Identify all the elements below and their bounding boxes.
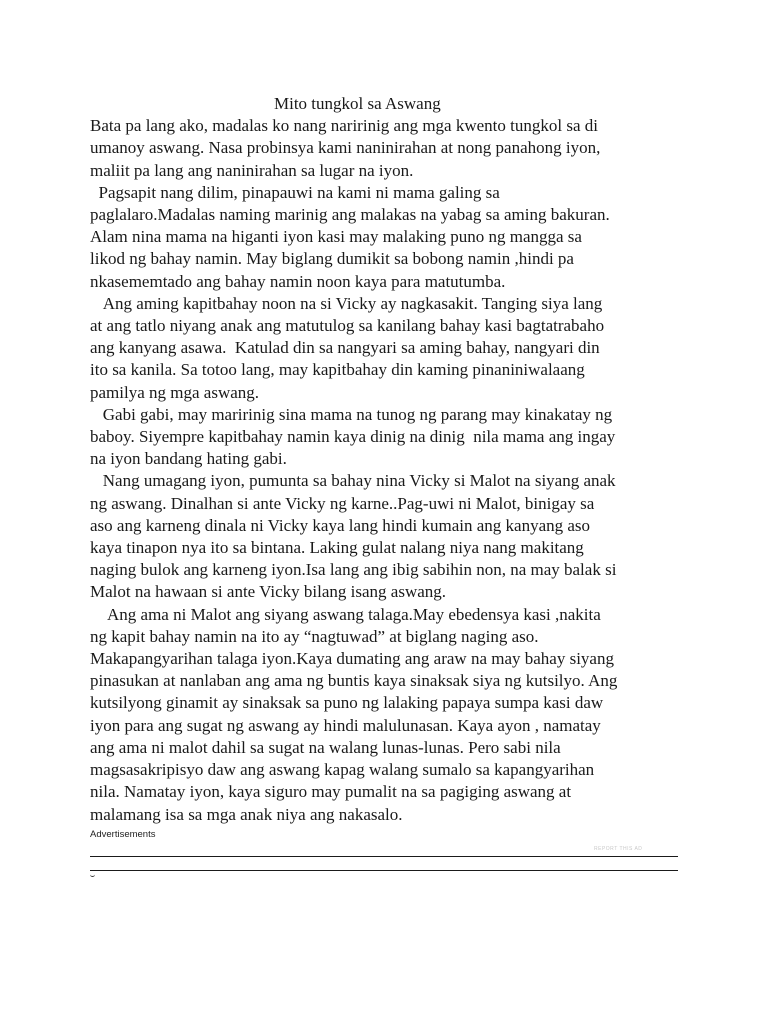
text-line: paglalaro.Madalas naming marinig ang malakas na yabag sa aming bakuran. xyxy=(90,205,610,225)
text-line: ng kapit bahay namin na ito ay “nagtuwad” at biglang naging aso. xyxy=(90,626,539,646)
text-line: baboy. Siyempre kapitbahay namin kaya dinig na dinig nila mama ang ingay xyxy=(90,427,616,447)
text-line: na iyon bandang hating gabi. xyxy=(90,449,287,469)
text-line: aso ang karneng dinala ni Vicky kaya lang hindi kumain ang kanyang aso xyxy=(90,515,591,535)
text-line: ang kanyang asawa. Katulad din sa nangyari sa aming bahay, nangyari din xyxy=(90,338,600,358)
advertisements-label: Advertisements xyxy=(90,829,156,840)
text-line: nkasememtado ang bahay namin noon kaya para matutumba. xyxy=(90,271,506,291)
text-line: naging bulok ang karneng iyon.Isa lang ang ibig sabihin non, na may balak si xyxy=(90,560,617,580)
text-line: likod ng bahay namin. May biglang dumikit sa bobong namin ,hindi pa xyxy=(90,249,574,269)
text-line: umanoy aswang. Nasa probinsya kami naninirahan at nong panahong iyon, xyxy=(90,138,601,158)
text-line: malamang isa sa mga anak niya ang nakasalo. xyxy=(90,804,403,824)
text-line: kutsilyong ginamit ay sinaksak sa puno ng lalaking papaya sumpa kasi daw xyxy=(90,693,604,713)
ad-top-divider xyxy=(90,856,678,857)
text-line: Alam nina mama na higanti iyon kasi may malaking puno ng mangga sa xyxy=(90,227,582,247)
text-line: Malot na hawaan si ante Vicky bilang isang aswang. xyxy=(90,582,447,602)
text-line: ito sa kanila. Sa totoo lang, may kapitbahay din kaming pinaniniwalaang xyxy=(90,360,585,380)
story-text xyxy=(90,115,680,826)
text-line: kaya tinapon nya ito sa bintana. Laking gulat nalang niya nang makitang xyxy=(90,538,584,558)
text-line: pamilya ng mga aswang. xyxy=(90,382,260,402)
text-line: ng aswang. Dinalhan si ante Vicky ng karne..Pag-uwi ni Malot, binigay sa xyxy=(90,493,595,513)
text-line: Ang ama ni Malot ang siyang aswang talaga.May ebedensya kasi ,nakita xyxy=(90,604,601,624)
story-body xyxy=(90,93,680,826)
text-line: at ang tatlo niyang anak ang matutulog sa kanilang bahay kasi bagtatrabaho xyxy=(90,316,605,336)
text-line: maliit pa lang ang naninirahan sa lugar na iyon. xyxy=(90,160,414,180)
text-line: nila. Namatay iyon, kaya siguro may pumalit na sa pagiging aswang at xyxy=(90,782,572,802)
text-line: Gabi gabi, may maririnig sina mama na tunog ng parang may kinakatay ng xyxy=(90,404,613,424)
report-ad-link[interactable]: REPORT THIS AD xyxy=(594,846,643,852)
text-line: Nang umagang iyon, pumunta sa bahay nina Vicky si Malot na siyang anak xyxy=(90,471,616,491)
story-title: Mito tungkol sa Aswang xyxy=(274,94,441,113)
text-line: Ang aming kapitbahay noon na si Vicky ay nagkasakit. Tanging siya lang xyxy=(90,293,603,313)
text-line: Makapangyarihan talaga iyon.Kaya dumating ang araw na may bahay siyang xyxy=(90,649,614,669)
text-line: iyon para ang sugat ng aswang ay hindi malulunasan. Kaya ayon , namatay xyxy=(90,715,601,735)
ad-marker-icon xyxy=(90,873,95,877)
ad-bottom-divider xyxy=(90,870,678,871)
text-line: ang ama ni malot dahil sa sugat na walang lunas-lunas. Pero sabi nila xyxy=(90,737,561,757)
text-line: Pagsapit nang dilim, pinapauwi na kami ni mama galing sa xyxy=(90,182,500,202)
text-line: Bata pa lang ako, madalas ko nang naririnig ang mga kwento tungkol sa di xyxy=(90,116,598,136)
text-line: pinasukan at nanlaban ang ama ng buntis kaya sinaksak siya ng kutsilyo. Ang xyxy=(90,671,618,691)
text-line: magsasakripisyo daw ang aswang kapag walang sumalo sa kapangyarihan xyxy=(90,760,595,780)
